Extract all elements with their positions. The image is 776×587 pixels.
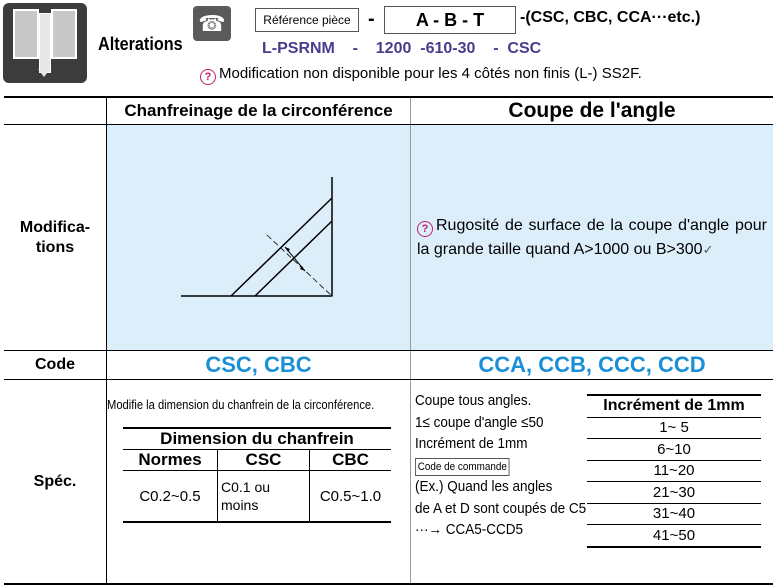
chamfer-diagram-cell [107,125,411,351]
warning-icon: ? [200,69,216,85]
code-corner-cut: CCA, CCB, CCC, CCD [411,351,774,380]
alterations-table [4,96,773,585]
separator-dash: - [368,8,375,30]
value-cbc: C0.5~1.0 [310,471,392,523]
code-chamfer: CSC, CBC [107,351,411,380]
corner-cell [4,97,107,125]
increment-row: 21~30 [587,482,761,504]
increment-row: 6~10 [587,439,761,461]
spec-line-7: ···→ CCA5-CCD5 [415,521,523,538]
value-csc: C0.1 ou moins [218,471,310,523]
spec-chamfer-intro: Modifie la dimension du chanfrein de la circonférence. [107,397,375,412]
example-option: CSC [507,40,542,57]
notice-text: Modification non disponible pour les 4 côtés non finis (L-) SS2F. [219,65,642,82]
increment-row: 1~ 5 [587,417,761,439]
reference-label: Référence pièce [255,8,359,32]
header-cbc: CBC [310,450,392,471]
spec-line-3: Incrément de 1mm [415,435,528,452]
header-norms: Normes [123,450,218,471]
spec-corner-cell [411,380,774,585]
chamfer-diagram [107,125,410,345]
spec-line-5: (Ex.) Quand les angles [415,478,553,495]
chamfer-dimension-table [123,427,391,523]
header-corner-cut: Coupe de l'angle [411,97,774,125]
increment-table [587,394,761,548]
spec-line-1: Coupe tous angles. [415,392,532,409]
example-order-code [262,40,541,58]
diagram-center-line [267,235,333,297]
notice [200,65,642,85]
increment-row: 11~20 [587,460,761,482]
roughness-cell [411,125,774,351]
logo-block-right [51,9,77,59]
options-suffix: -(CSC, CBC, CCA···etc.) [520,9,701,26]
roughness-symbol: ✓ [702,242,714,257]
increment-header: Incrément de 1mm [587,395,761,417]
roughness-note [417,214,767,262]
spec-line-6: de A et D sont coupés de C5 [415,499,587,517]
product-logo [3,3,87,83]
example-a: 1200 [375,40,412,57]
increment-row: 31~40 [587,503,761,525]
row-label-spec: Spéc. [4,380,107,585]
row-label-modifications: Modifica- tions [4,125,107,351]
spec-chamfer-cell [107,380,411,585]
example-dash: - [352,40,358,57]
warning-icon: ? [417,221,433,237]
row-label-code: Code [4,351,107,380]
diagram-arrow-top [285,247,290,252]
roughness-text: Rugosité de surface de la coupe d'angle pour la grande taille quand A>1000 ou B>300 [417,217,767,258]
example-dash-2: - [493,40,499,57]
header-csc: CSC [218,450,310,471]
header-circumference-chamfer: Chanfreinage de la circonférence [107,97,411,125]
example-part: L-PSRNM [262,40,335,57]
order-code-label: Code de commande [415,458,510,476]
page-title: Alterations [98,34,183,54]
drill-tip-icon [38,69,50,77]
spec-corner-text [415,390,586,541]
drill-icon [39,13,51,73]
phone-icon: ☎ [193,6,231,41]
increment-row: 41~50 [587,525,761,547]
logo-block-left [13,9,39,59]
value-norms: C0.2~0.5 [123,471,218,523]
abt-code: A - B - T [384,6,516,34]
chamfer-dimension-title: Dimension du chanfrein [123,428,391,450]
spec-line-2: 1≤ coupe d'angle ≤50 [415,413,544,431]
example-b: -610-30 [420,40,476,57]
